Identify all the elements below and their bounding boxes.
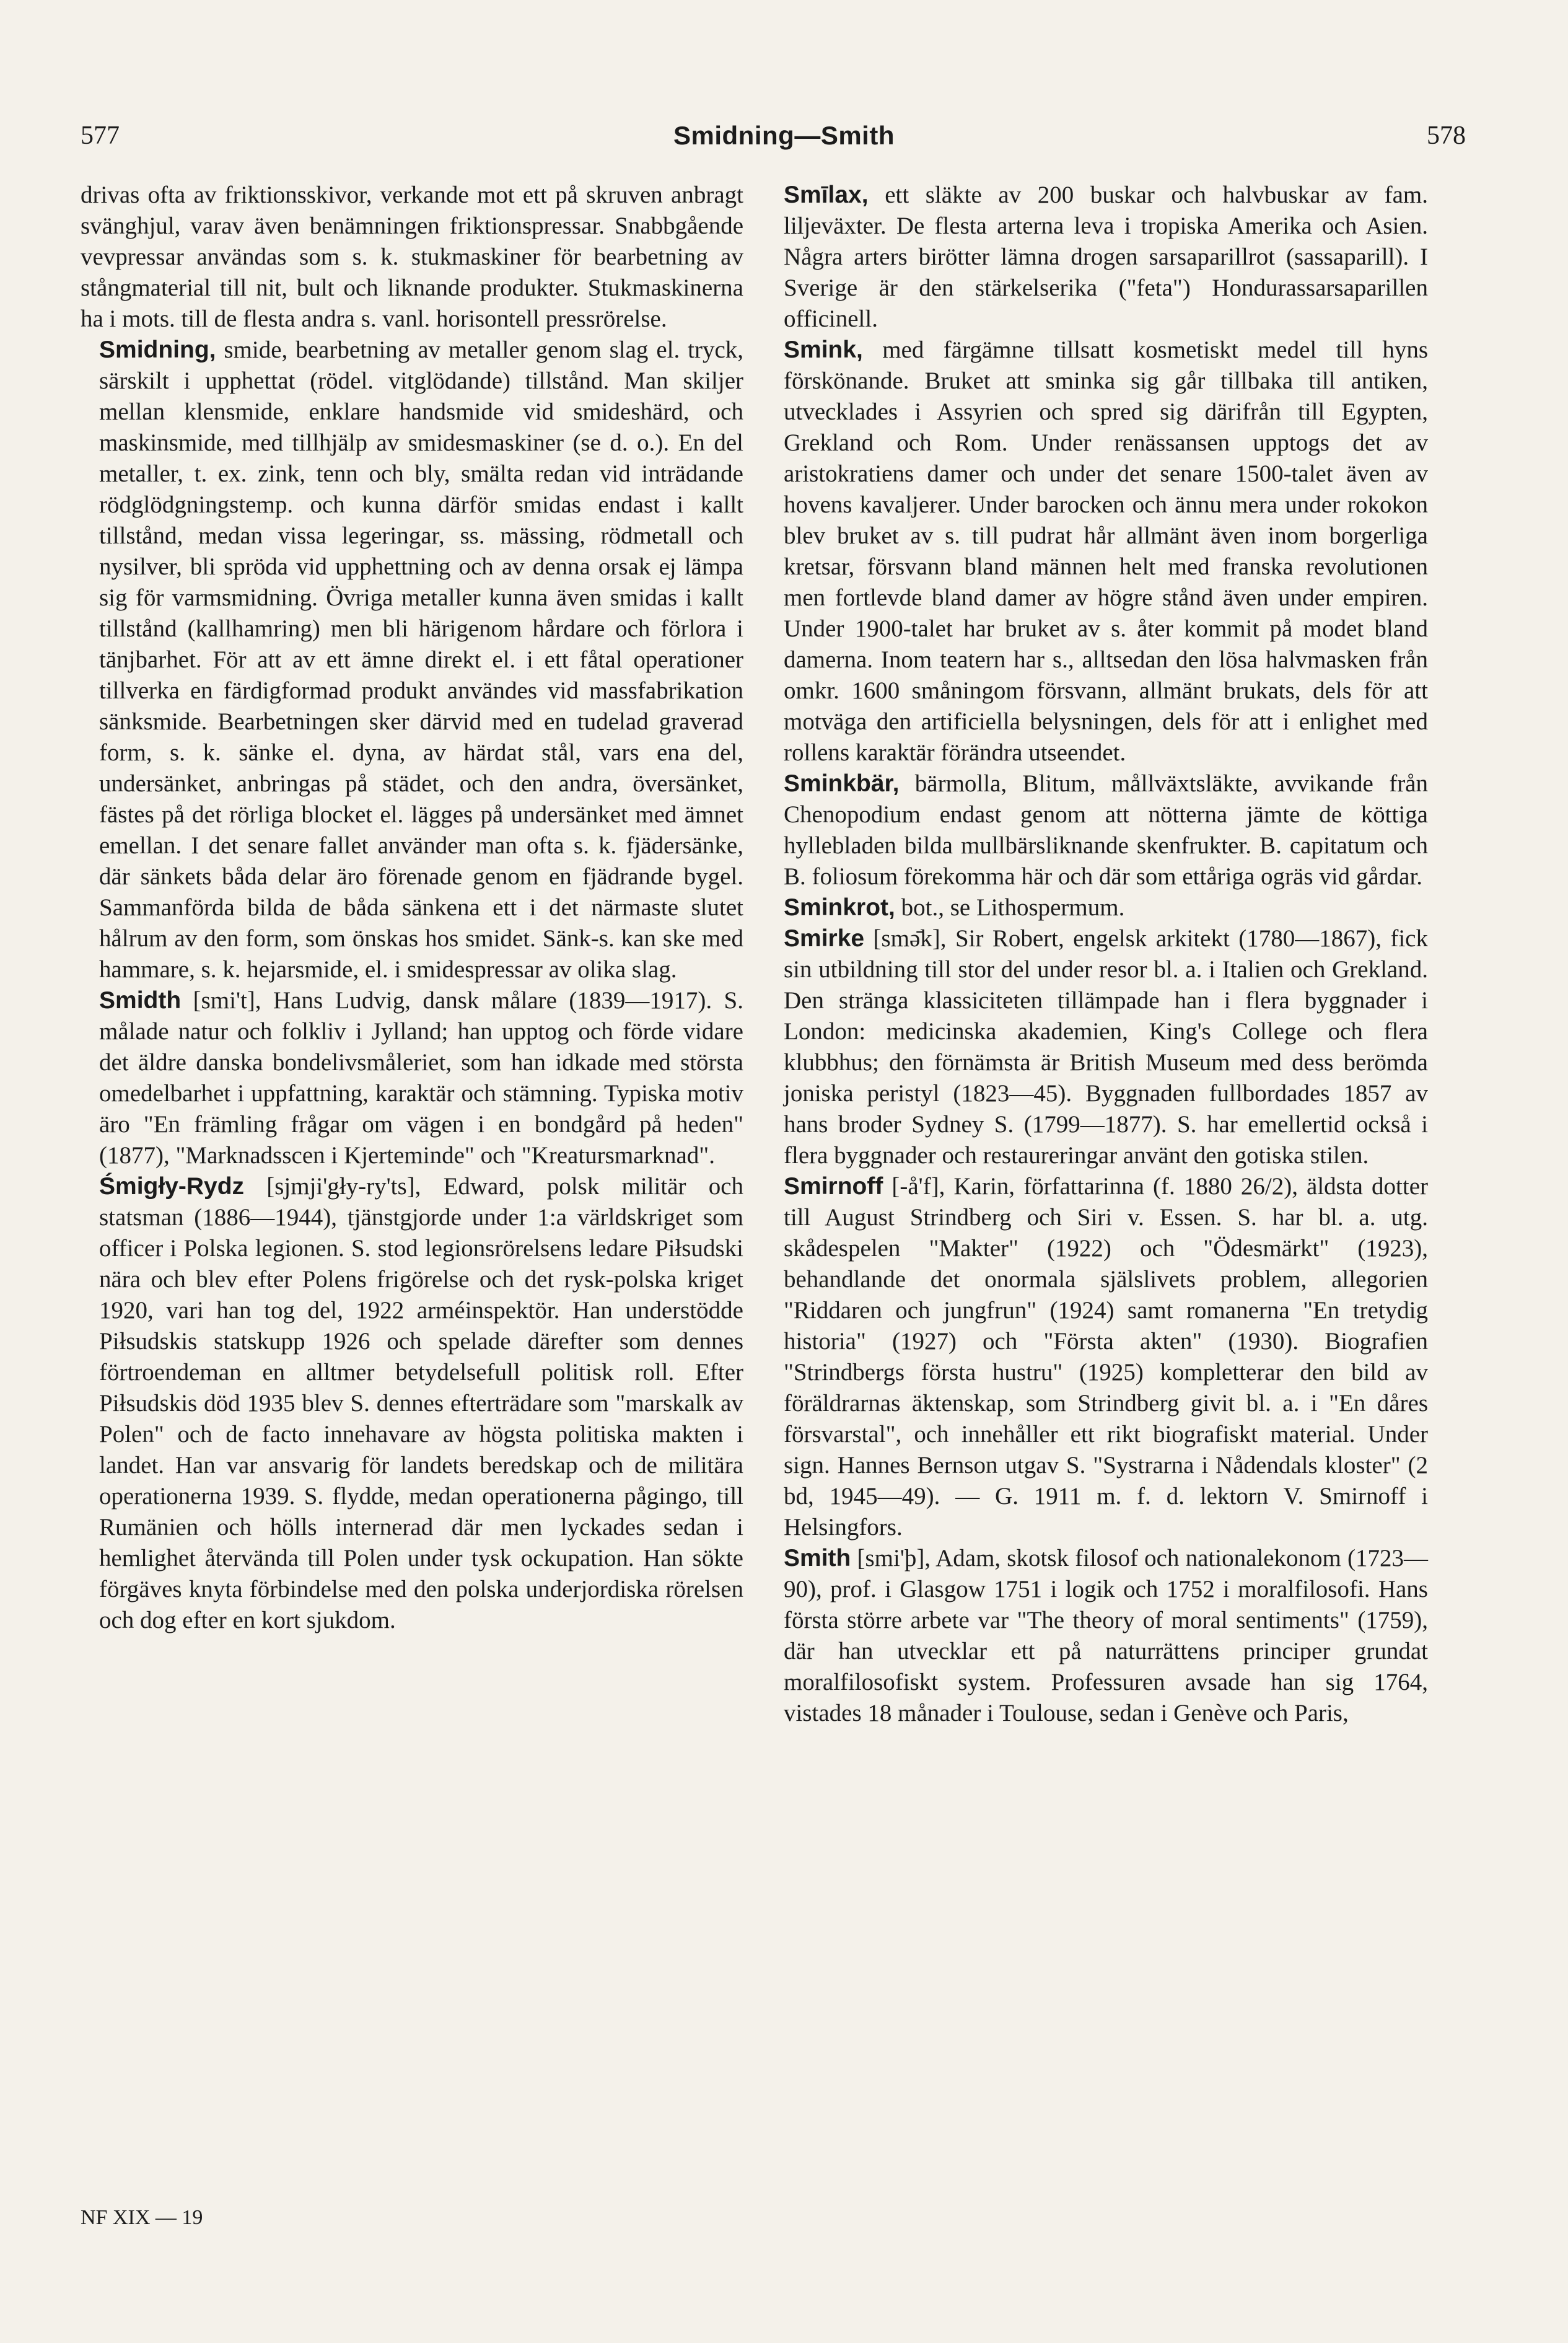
entry-text: [smi'þ], Adam, skotsk filosof och nationalekonom (1723—90), prof. i Glasgow 1751 i logik och 1752 i moralfilosofi. Hans första större arbete var "The theory of moral sentiments" (1759), där han utvecklar ett på naturrättens principer grundat moralfilosofiskt system. Professuren avsade han sig 1764, vistades 18 månader i Toulouse, sedan i Genève och Paris, [784,1545,1428,1726]
entry-text: bärmolla, Blitum, mållväxtsläkte, avvikande från Chenopodium endast genom att nötterna jämte de köttiga hyllebladen bilda mullbärsliknande skenfrukter. B. capitatum och B. foliosum förekomma här och där som ettåriga ogräs vid gårdar. [784,770,1428,890]
entry-text: ett släkte av 200 buskar och halvbuskar av fam. liljeväxter. De flesta arterna leva i tropiska Amerika och Asien. Några arters birötter lämna drogen sarsaparillrot (sassaparill). I Sverige är den stärkelserika ("feta") Hondurassarsaparillen officinell. [784,182,1428,332]
entry [765,923,1428,1171]
printer-signature: NF XIX — 19 [81,2206,203,2229]
entry [765,768,1428,892]
left-column [81,180,743,1636]
entry [765,892,1428,923]
entry-headword: Smink, [784,336,863,363]
entry [765,1543,1428,1729]
entry-headword: Smidning, [99,336,216,363]
entry [765,335,1428,768]
entry-headword: Smidth [99,987,182,1014]
entry-text: [smi't], Hans Ludvig, dansk målare (1839—1917). S. målade natur och folkliv i Jylland; han upptog och förde vidare det äldre danska bondelivsmåleriet, som han idkade med största omedelbarhet i uppfattning, karaktär och stämning. Typiska motiv äro "En främling frågar om vägen i en bondgård på heden" (1877), "Marknadsscen i Kjerteminde" och "Kreatursmarknad". [99,987,743,1169]
entry [81,335,743,985]
entry [81,1171,743,1636]
page-number-left: 577 [81,121,120,150]
entry-text: [smə̄k], Sir Robert, engelsk arkitekt (1780—1867), fick sin utbildning till stor del under resor bl. a. i Italien och Grekland. Den stränga klassiciteten tillämpade han i flera byggnader i London: medicinska akademien, King's College och flera klubbhus; den förnämsta är British Museum med dess berömda joniska peristyl (1823—45). Byggnaden fullbordades 1857 av hans broder Sydney S. (1799—1877). S. har emellertid också i flera byggnader och restaureringar använt den gotiska stilen. [784,925,1428,1169]
entry-text: med färgämne tillsatt kosmetiskt medel till hyns förskönande. Bruket att sminka sig går tillbaka till antiken, utvecklades i Assyrien och spred sig därifrån till Egypten, Grekland och Rom. Under renässansen upptogs det av aristokratiens damer och under det senare 1500-talet även av hovens kavaljerer. Under barocken och ännu mera under rokokon blev bruket av s. till pudrat hår allmänt även inom borgerliga kretsar, försvann bland männen helt med franska revolutionen men fortlevde bland damer av högre stånd även under empiren. Under 1900-talet har bruket av s. åter kommit på modet bland damerna. Inom teatern har s., alltsedan den lösa halvmasken från omkr. 1600 småningom försvann, allmänt brukats, dels för att motväga den artificiella belysningen, dels för att i enlighet med rollens karaktär förändra utseendet. [784,336,1428,766]
entry-headword: Smirnoff [784,1173,883,1200]
entry-text: bot., se Lithospermum. [895,894,1125,921]
entry-headword: Smith [784,1545,851,1572]
entry-headword: Sminkbär, [784,770,900,797]
right-column [765,180,1428,1729]
entry-text: [-å'f], Karin, författarinna (f. 1880 26/2), äldsta dotter till August Strindberg och Siri v. Essen. S. har bl. a. utg. skådespelen "Makter" (1922) och "Ödesmärkt" (1923), behandlande det onormala själslivets problem, allegorien "Riddaren och jungfrun" (1924) samt romanerna "En tretydig historia" (1927) och "Första akten" (1930). Biografien "Strindbergs första hustru" (1925) kompletterar den bild av föräldrarnas äktenskap, som Strindberg givit bl. a. i "En dåres försvarstal", och innehåller ett rikt biografiskt material. Under sign. Hannes Bernson utgav S. "Systrarna i Nådendals kloster" (2 bd, 1945—49). — G. 1911 m. f. d. lektorn V. Smirnoff i Helsingfors. [784,1173,1428,1541]
entry-headword: Śmigły-Rydz [99,1173,245,1200]
entry-headword: Smirke [784,925,865,952]
entry-headword: Sminkrot, [784,894,895,921]
entry: drivas ofta av friktionsskivor, verkande mot ett på skruven anbragt svänghjul, varav även benämningen friktionspressar. Snabbgående vevpressar användas som s. k. stukmaskiner för bearbetning av stångmaterial till nit, bult och liknande produkter. Stukmaskinerna ha i mots. till de flesta andra s. vanl. horisontell pressrörelse. [81,182,743,332]
entry-headword: Smīlax, [784,182,869,208]
entry [765,180,1428,335]
page-number-right: 578 [1427,121,1466,150]
entry-text: [sjmji'gły-ry'ts], Edward, polsk militär och statsman (1886—1944), tjänstgjorde under 1:a världskriget som officer i Polska legionen. S. stod legionsrörelsens ledare Piłsudski nära och blev efter Polens frigörelse och det rysk-polska kriget 1920, vari han tog del, 1922 arméinspektör. Han understödde Piłsudskis statskupp 1926 och spelade därefter som dennes förtroendeman en alltmer betydelsefull politisk roll. Efter Piłsudskis död 1935 blev S. dennes efterträdare som "marskalk av Polen" och de facto innehavare av högsta politiska makten i landet. Han var ansvarig för landets beredskap och de militära operationerna 1939. S. flydde, medan operationerna pågingo, till Rumänien och hölls internerad där men lyckades sedan i hemlighet återvända till Polen under tysk ockupation. Han sökte förgäves knyta förbindelse med den polska underjordiska rörelsen och dog efter en kort sjukdom. [99,1173,743,1633]
running-head: Smidning—Smith [673,121,895,150]
entry [765,1171,1428,1543]
entry [81,985,743,1171]
entry-text: smide, bearbetning av metaller genom slag el. tryck, särskilt i upphettat (rödel. vitglödande) tillstånd. Man skiljer mellan klensmide, enklare handsmide vid smideshärd, och maskinsmide, med tillhjälp av smidesmaskiner (se d. o.). En del metaller, t. ex. zink, tenn och bly, smälta redan vid inträdande rödglödgningstemp. och kunna därför smidas endast i kallt tillstånd, medan vissa legeringar, ss. mässing, rödmetall och nysilver, bli spröda vid upphettning och av denna orsak ej lämpa sig för varmsmidning. Övriga metaller kunna även smidas i kallt tillstånd (kallhamring) men bli härigenom hårdare och förlora i tänjbarhet. För att av ett ämne direkt el. i ett fåtal operationer tillverka en färdigformad produkt användes vid massfabrikation sänksmide. Bearbetningen sker därvid med en tudelad graverad form, s. k. sänke el. dyna, av härdat stål, vars ena del, undersänket, anbringas på städet, och den andra, översänket, fästes på det rörliga blocket el. lägges på undersänket med ämnet emellan. I det senare fallet använder man ofta s. k. fjädersänke, där sänkets båda delar äro förenade genom en fjädrande bygel. Sammanförda bilda de båda sänkena ett i det närmaste slutet hålrum av den form, som önskas hos smidet. Sänk-s. kan ske med hammare, s. k. hejarsmide, el. i smidespressar av olika slag. [99,336,743,983]
